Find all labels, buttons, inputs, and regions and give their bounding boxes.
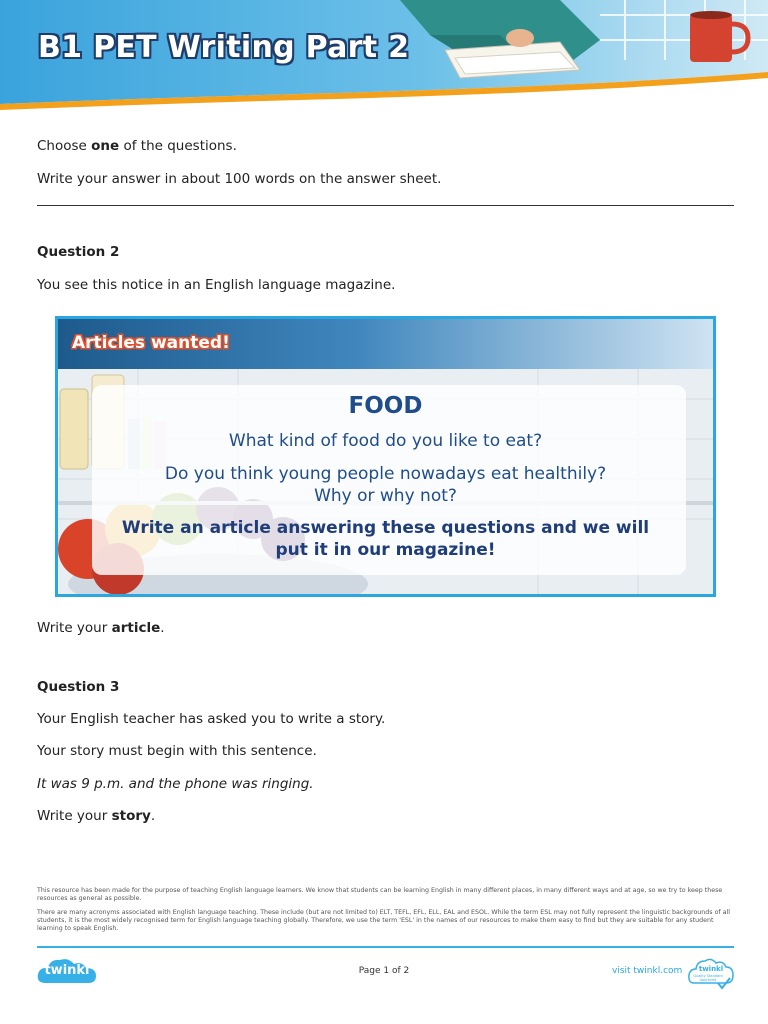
notice-cta-line-2: put it in our magazine! — [275, 540, 496, 560]
question-2-task — [37, 620, 165, 636]
notice-question-2-line-1: Do you think young people nowadays eat healthily? — [164, 464, 607, 484]
visit-link[interactable]: visit twinkl.com — [612, 966, 683, 976]
notice-question-1: What kind of food do you like to eat? — [228, 431, 543, 451]
notice-box — [55, 316, 716, 597]
task-emphasis: article — [111, 620, 161, 636]
fine-print-2: There are many acronyms associated with English language teaching. These include (but are not limited to) ELT, TEFL, EFL, ELL, EAL and ESOL. While the term ESL may not fully represent the linguistic backgrounds of all students, it is the most widely recognised term for English language teaching globally. Therefore, we use the term 'ESL' in the names of our resources to make them easy to find but they are suitable for any student learning to speak English. — [37, 909, 730, 932]
intro-text-end: of the questions. — [119, 138, 237, 154]
notice-header-label: Articles wanted! — [72, 333, 230, 353]
task-emphasis: story — [111, 808, 151, 824]
twinkl-logo-text: twinkl — [44, 963, 90, 978]
quality-badge — [688, 953, 734, 991]
badge-logo-text: twinkl — [698, 965, 724, 973]
intro-text: Choose — [37, 138, 92, 154]
page-title: B1 PET Writing Part 2 — [38, 30, 410, 65]
task-text: Write your — [37, 808, 112, 824]
header-banner — [0, 0, 768, 110]
notice-cta-line-1: Write an article answering these questions and we will — [121, 518, 650, 538]
question-3-task — [37, 808, 155, 824]
divider — [37, 205, 734, 206]
question-2-heading: Question 2 — [37, 244, 120, 260]
task-text-end: . — [150, 808, 156, 824]
intro-emphasis: one — [91, 138, 120, 154]
question-3-line-2: Your story must begin with this sentence. — [37, 743, 317, 759]
question-3-heading: Question 3 — [37, 679, 120, 695]
intro-line-2: Write your answer in about 100 words on the answer sheet. — [37, 171, 442, 187]
task-text-end: . — [160, 620, 165, 636]
question-3-sentence: It was 9 p.m. and the phone was ringing. — [37, 776, 314, 792]
question-3-line-1: Your English teacher has asked you to write a story. — [37, 711, 386, 727]
badge-caption: Quality Standard Approved — [693, 974, 723, 982]
question-2-prompt: You see this notice in an English language magazine. — [37, 277, 396, 293]
notice-topic: FOOD — [348, 393, 423, 419]
notice-question-2-line-2: Why or why not? — [314, 486, 457, 506]
notice-header — [58, 319, 713, 369]
task-text: Write your — [37, 620, 112, 636]
page-number: Page 1 of 2 — [358, 966, 410, 976]
fine-print-1: This resource has been made for the purpose of teaching English language learners. We know that students can be learning English in many different places, in many different ways and at age, so we try to keep these resources as general as possible. — [37, 887, 723, 902]
intro-line-1 — [37, 138, 237, 154]
footer-rule — [37, 946, 734, 948]
